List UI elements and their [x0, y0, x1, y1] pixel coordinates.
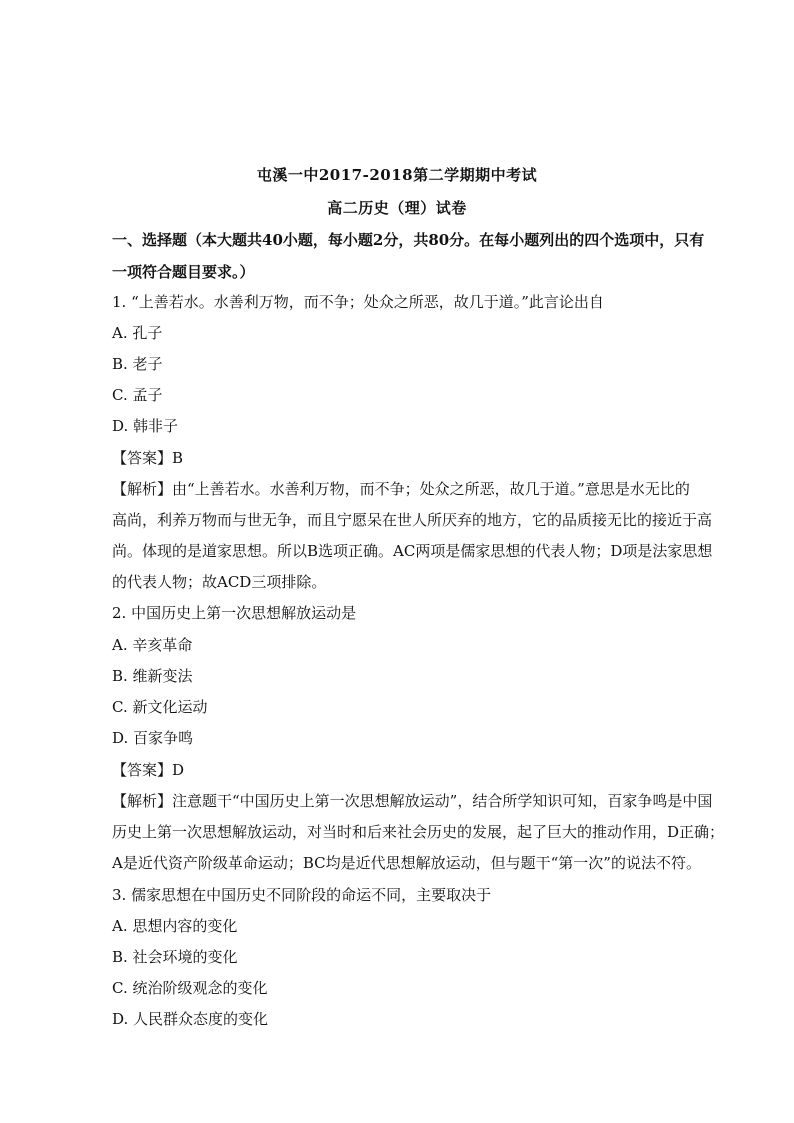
question-1-analysis-line-3: 尚。体现的是道家思想。所以B选项正确。AC两项是儒家思想的代表人物；D项是法家思想: [112, 542, 713, 560]
question-1-option-c: C. 孟子: [112, 386, 163, 404]
question-2-stem: 2. 中国历史上第一次思想解放运动是: [112, 604, 357, 622]
exam-title: 屯溪一中2017-2018第二学期期中考试: [256, 166, 538, 184]
question-2-answer: 【答案】D: [112, 761, 185, 779]
question-2-option-c: C. 新文化运动: [112, 698, 208, 716]
question-1-analysis-line-1: 【解析】由“上善若水。水善利万物，而不争；处众之所恶，故几于道。”意思是水无比的: [112, 480, 690, 498]
question-3-option-c: C. 统治阶级观念的变化: [112, 979, 268, 997]
question-3-stem: 3. 儒家思想在中国历史不同阶段的命运不同，主要取决于: [112, 886, 492, 904]
question-2-analysis-line-1: 【解析】注意题干“中国历史上第一次思想解放运动”，结合所学知识可知，百家争鸣是中国: [112, 792, 713, 810]
question-2-analysis-line-2: 历史上第一次思想解放运动，对当时和后来社会历史的发展，起了巨大的推动作用，D正确；: [112, 823, 725, 841]
exam-subtitle: 高二历史（理）试卷: [327, 199, 467, 217]
question-1-option-d: D. 韩非子: [112, 417, 179, 435]
question-1-option-a: A. 孔子: [112, 324, 163, 342]
question-1-analysis-line-2: 高尚，利养万物而与世无争，而且宁愿呆在世人所厌弃的地方，它的品质接无比的接近于高: [112, 511, 713, 529]
question-2-option-a: A. 辛亥革命: [112, 636, 193, 654]
question-2-option-b: B. 维新变法: [112, 667, 193, 685]
section-heading-line-2: 一项符合题目要求。）: [112, 263, 255, 281]
question-3-option-d: D. 人民群众态度的变化: [112, 1010, 269, 1028]
section-heading-line-1: 一、选择题（本大题共40小题，每小题2分，共80分。在每小题列出的四个选项中，只有: [112, 231, 705, 249]
question-1-stem: 1. “上善若水。水善利万物，而不争；处众之所恶，故几于道。”此言论出自: [112, 293, 604, 311]
question-1-answer: 【答案】B: [112, 449, 184, 467]
question-1-analysis-line-4: 的代表人物；故ACD三项排除。: [112, 573, 327, 591]
question-2-option-d: D. 百家争鸣: [112, 729, 194, 747]
question-2-analysis-line-3: A是近代资产阶级革命运动；BC均是近代思想解放运动，但与题干“第一次”的说法不符。: [112, 854, 701, 872]
question-3-option-b: B. 社会环境的变化: [112, 948, 238, 966]
question-3-option-a: A. 思想内容的变化: [112, 917, 238, 935]
question-1-option-b: B. 老子: [112, 355, 163, 373]
